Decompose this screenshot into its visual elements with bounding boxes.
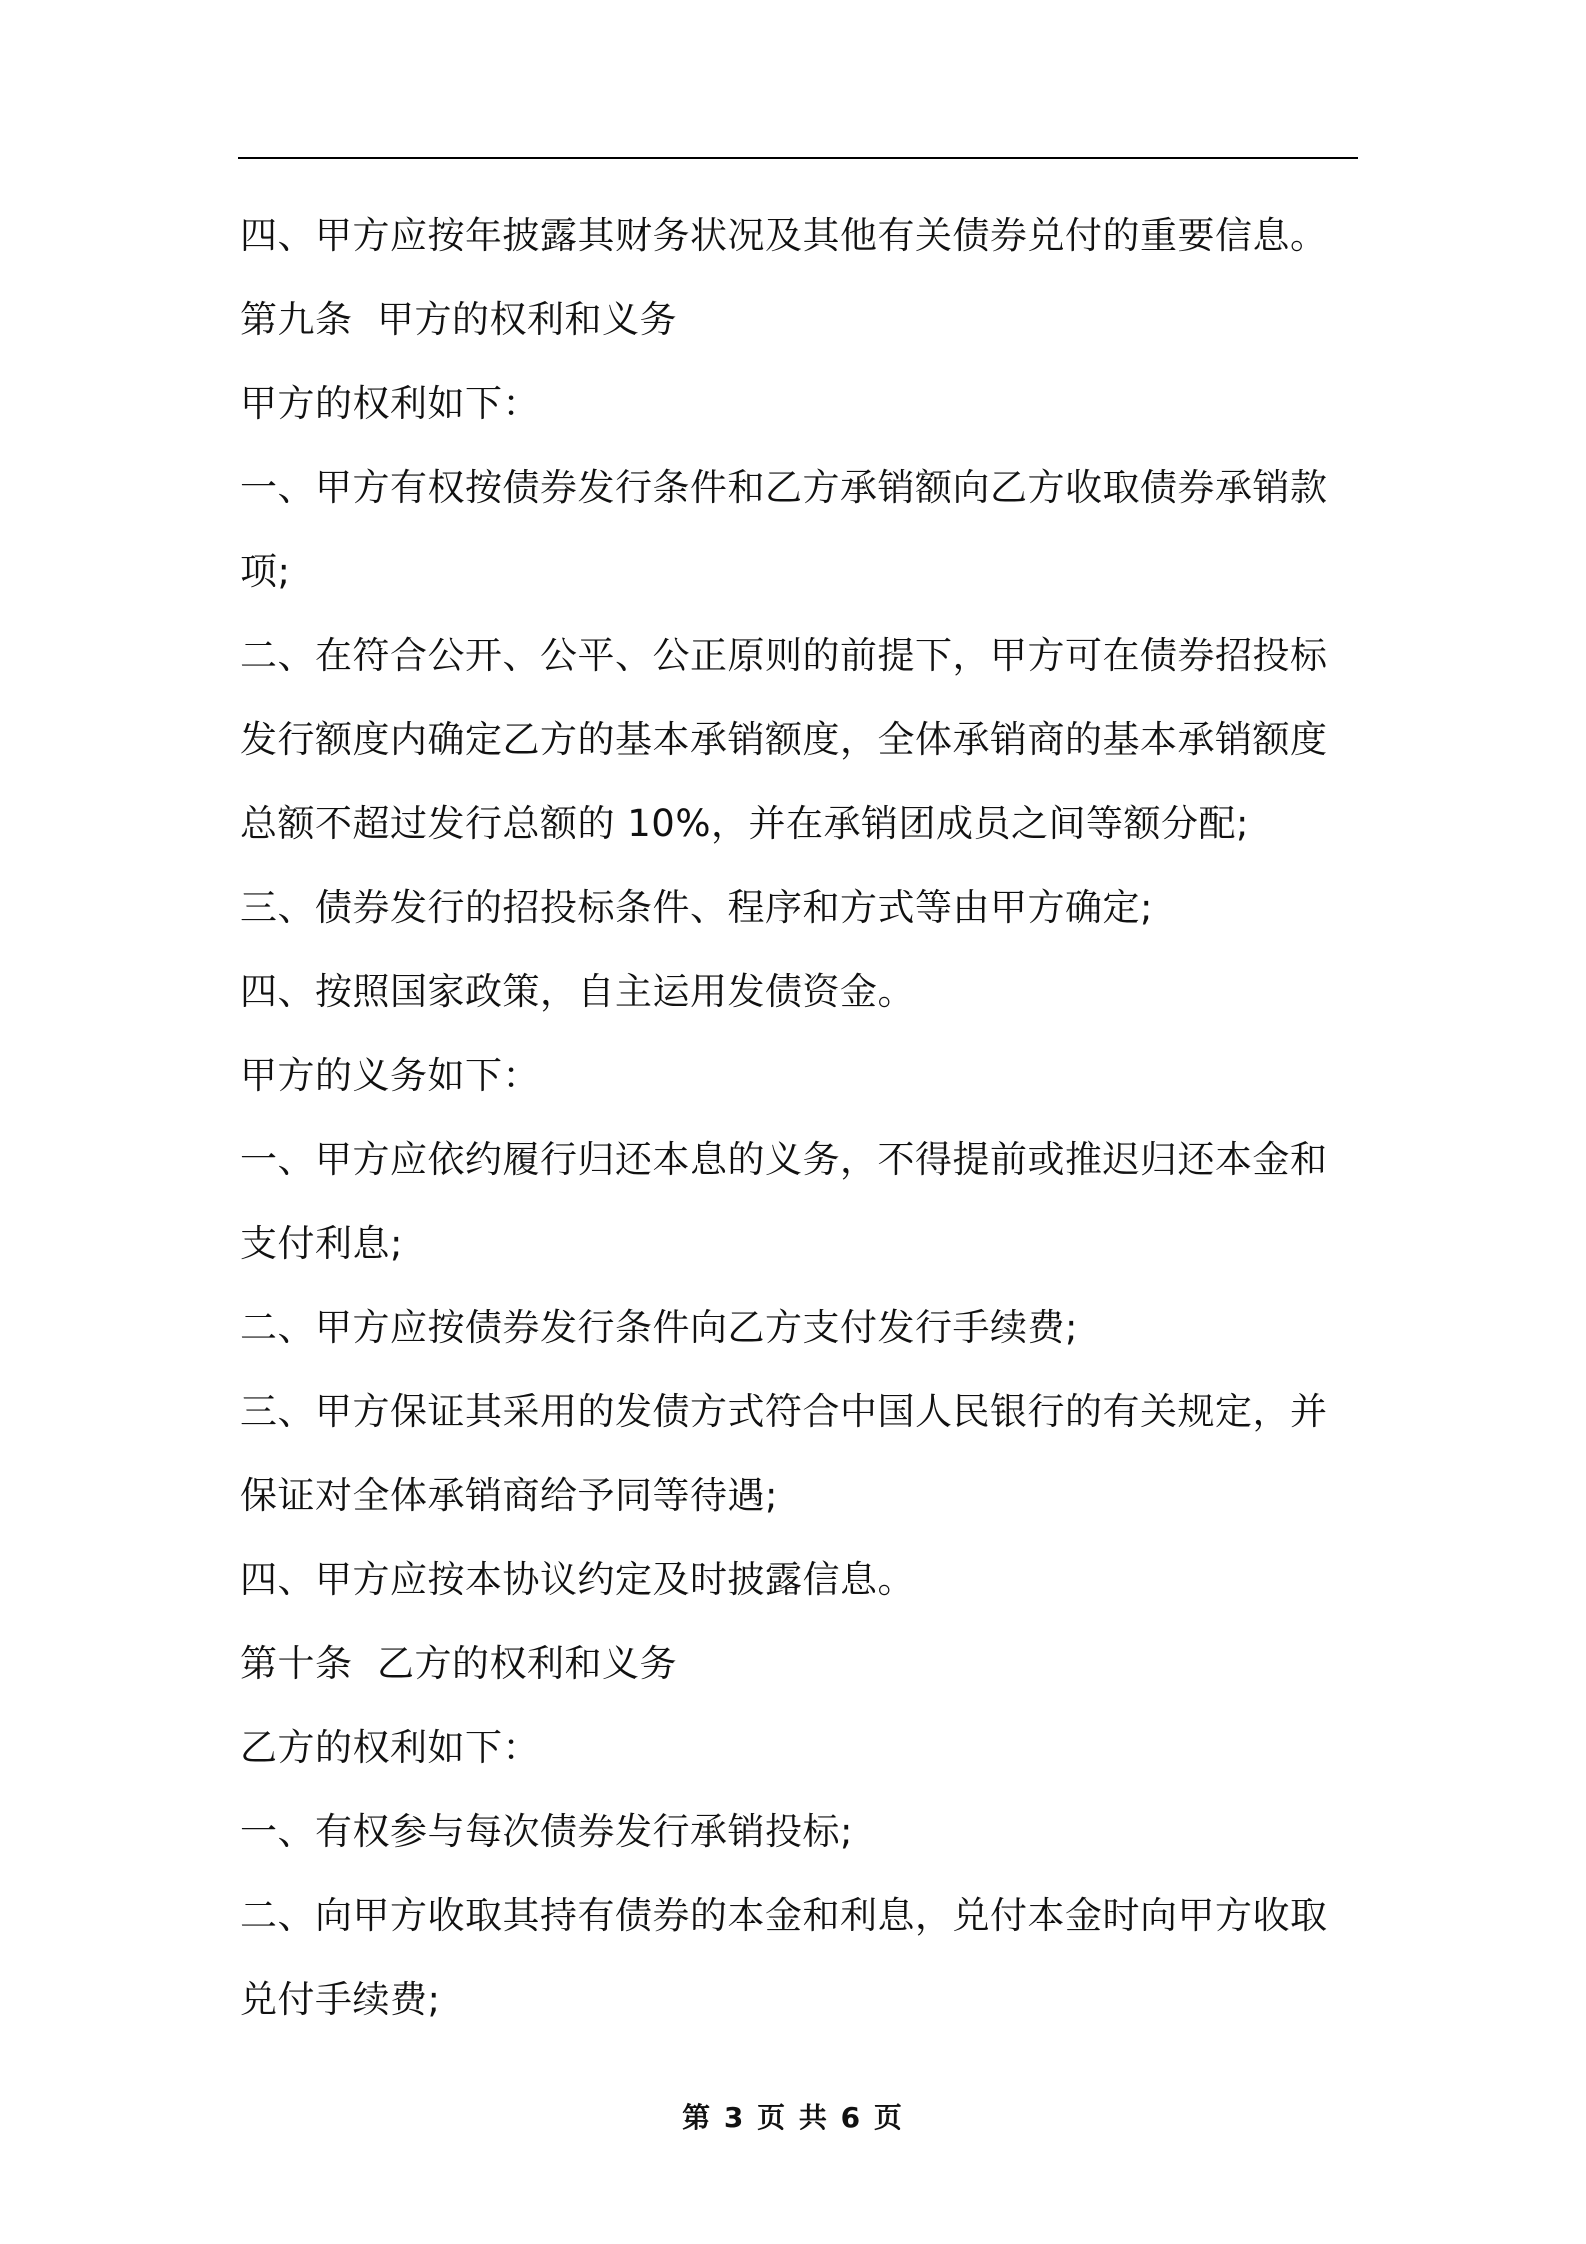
section-heading: 第十条 乙方的权利和义务 [240, 1642, 678, 1685]
section-heading: 第九条 甲方的权利和义务 [240, 298, 678, 341]
paragraph: 四、按照国家政策，自主运用发债资金。 [240, 970, 915, 1013]
paragraph: 二、甲方应按债券发行条件向乙方支付发行手续费; [240, 1306, 1078, 1349]
paragraph: 甲方的义务如下： [240, 1054, 540, 1097]
paragraph: 三、甲方保证其采用的发债方式符合中国人民银行的有关规定，并保证对全体承销商给予同等待遇; [240, 1390, 1328, 1517]
document-body [240, 194, 1360, 2042]
paragraph: 四、甲方应按年披露其财务状况及其他有关债券兑付的重要信息。 [240, 214, 1328, 257]
paragraph: 四、甲方应按本协议约定及时披露信息。 [240, 1558, 915, 1601]
paragraph: 乙方的权利如下： [240, 1726, 540, 1769]
paragraph: 二、在符合公开、公平、公正原则的前提下，甲方可在债券招投标发行额度内确定乙方的基本承销额度，全体承销商的基本承销额度总额不超过发行总额的 10%，并在承销团成员之间等额分配; [240, 634, 1328, 845]
header-rule [238, 157, 1358, 159]
page-number: 第 3 页 共 6 页 [682, 2101, 904, 2134]
paragraph: 一、甲方应依约履行归还本息的义务，不得提前或推迟归还本金和支付利息; [240, 1138, 1328, 1265]
paragraph: 甲方的权利如下： [240, 382, 540, 425]
paragraph: 三、债券发行的招投标条件、程序和方式等由甲方确定; [240, 886, 1153, 929]
paragraph: 一、甲方有权按债券发行条件和乙方承销额向乙方收取债券承销款项; [240, 466, 1328, 593]
paragraph: 一、有权参与每次债券发行承销投标; [240, 1810, 853, 1853]
paragraph: 二、向甲方收取其持有债券的本金和利息，兑付本金时向甲方收取兑付手续费; [240, 1894, 1328, 2021]
